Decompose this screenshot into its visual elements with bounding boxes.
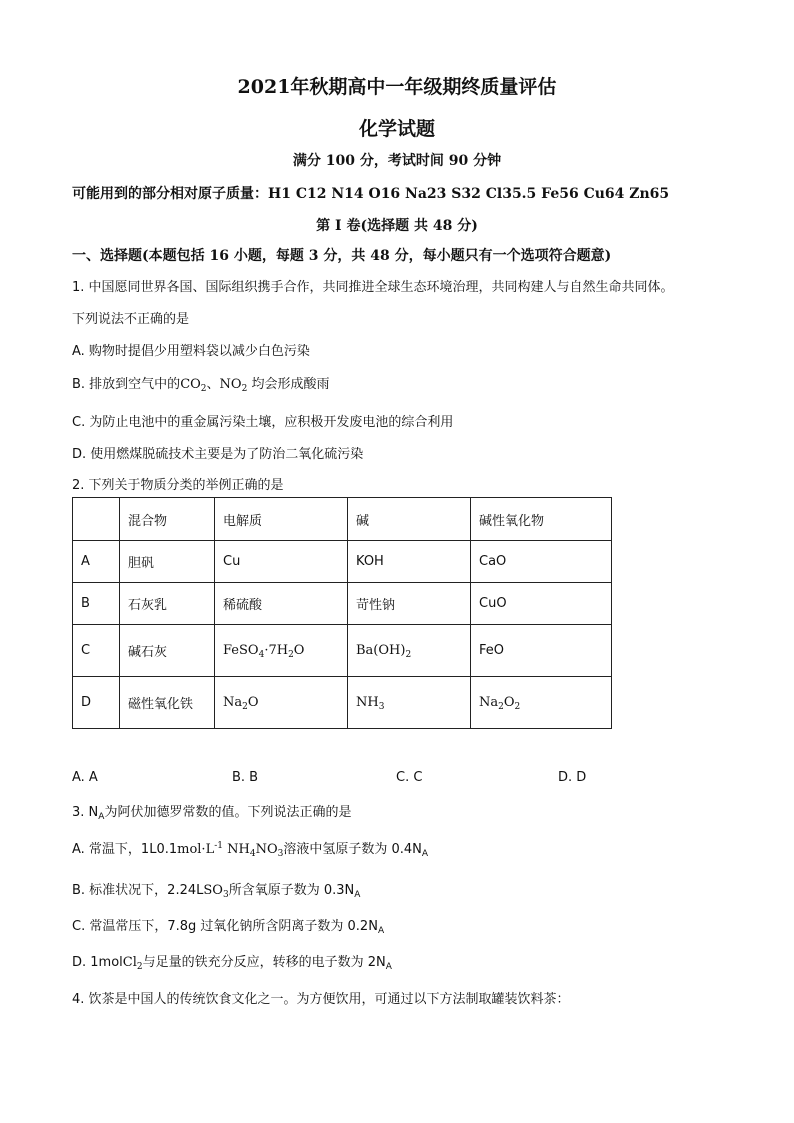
subject-title: 化学试题: [358, 118, 435, 140]
row-label: C: [73, 625, 120, 677]
formula-part: NH: [356, 695, 379, 710]
q3-a-unit-sup: -1: [214, 841, 223, 851]
q1-stem-line1: 1. 中国愿同世界各国、国际组织携手合作，共同推进全球生态环境治理，共同构建人与自然生命共同体。: [72, 280, 674, 295]
q3-d-formula: [123, 955, 143, 970]
q3-option-c: [72, 915, 384, 934]
formula-sub: 2: [242, 702, 248, 712]
q3-stem: [72, 801, 351, 820]
exam-title: 2021年秋期高中一年级期终质量评估: [237, 76, 557, 98]
q1-b-formula2-text: NO: [219, 377, 242, 392]
cell-oxide: CaO: [471, 541, 612, 583]
cell-electrolyte: [215, 677, 348, 729]
q1-b-pre: B. 排放到空气中的: [72, 377, 181, 392]
cell-oxide: [471, 677, 612, 729]
cell-mixture: 胆矾: [120, 541, 215, 583]
q3-b-formula: [203, 883, 228, 898]
cell-electrolyte: 稀硫酸: [215, 583, 348, 625]
table-header-cell: 碱: [348, 498, 471, 541]
table-row: [73, 625, 612, 677]
q3-option-a: [72, 838, 428, 857]
cell-electrolyte: [215, 625, 348, 677]
q3-d-pre: D. 1mol: [72, 955, 123, 970]
q1-option-b: [72, 373, 329, 392]
q3-a-formula2-sub: 3: [277, 849, 284, 859]
q3-b-post: 所含氧原子数为 0.3N: [228, 883, 355, 898]
q2-stem: 2. 下列关于物质分类的举例正确的是: [72, 478, 284, 493]
q3-b-pre: B. 标准状况下，2.24L: [72, 883, 204, 898]
cell-oxide: CuO: [471, 583, 612, 625]
classification-table: [72, 497, 612, 729]
q3-d-post: 与足量的铁充分反应，转移的电子数为 2N: [142, 955, 386, 970]
q3-c-sub: A: [377, 926, 385, 936]
q3-stem-b: 为阿伏加德罗常数的值。下列说法正确的是: [104, 805, 352, 820]
q3-b-post-sub: A: [354, 890, 361, 900]
q2-option-d: D. D: [558, 770, 587, 785]
q3-b-formula-sub: 3: [222, 890, 229, 900]
formula-part: O: [293, 643, 305, 658]
q2-option-a: A. A: [72, 770, 98, 785]
table-header-cell: 混合物: [120, 498, 215, 541]
formula-sub: 2: [288, 650, 294, 660]
atomic-masses: 可能用到的部分相对原子质量：H1 C12 N14 O16 Na23 S32 Cl35.5 Fe56 Cu64 Zn65: [72, 186, 670, 202]
q3-d-formula-text: Cl: [122, 955, 137, 970]
section-title: 一、选择题(本题包括 16 小题，每题 3 分，共 48 分，每小题只有一个选项符合题意): [72, 248, 612, 264]
q1-b-formula1: [180, 377, 206, 392]
q3-a-unit-text: mol·L: [177, 842, 215, 857]
q3-option-b: [72, 879, 360, 898]
table-header-row: [73, 498, 612, 541]
cell-base: 苛性钠: [348, 583, 471, 625]
exam-info: 满分 100 分，考试时间 90 分钟: [292, 153, 502, 169]
q3-a-formula-text: NH: [227, 842, 250, 857]
q1-b-mid: 、: [206, 377, 220, 392]
q3-a-post-sub: A: [421, 849, 429, 859]
cell-base: [348, 625, 471, 677]
formula-part: FeSO: [223, 643, 259, 658]
q2-option-b: B. B: [232, 770, 259, 785]
q3-a-formula: [227, 842, 283, 857]
formula-part: Na: [479, 695, 499, 710]
q3-b-formula-text: SO: [203, 883, 223, 898]
cell-mixture: 磁性氧化铁: [120, 677, 215, 729]
cell-mixture: 石灰乳: [120, 583, 215, 625]
cell-base: [348, 677, 471, 729]
q3-stem-a: 3. N: [72, 805, 99, 820]
q3-a-unit: [177, 842, 223, 857]
cell-mixture: 碱石灰: [120, 625, 215, 677]
row-label: B: [73, 583, 120, 625]
q3-a-post: 溶液中氢原子数为 0.4N: [283, 842, 422, 857]
q1-b-formula2-sub: 2: [241, 384, 248, 394]
q3-option-d: [72, 951, 392, 970]
table-header-cell: [73, 498, 120, 541]
formula-part: Na: [223, 695, 243, 710]
volume-title: 第 I 卷(选择题 共 48 分): [316, 218, 478, 234]
formula-sub: 2: [498, 702, 504, 712]
q3-a-formula2-text: NO: [255, 842, 278, 857]
table-row: [73, 541, 612, 583]
q3-stem-sub: A: [98, 812, 105, 822]
q3-c-text: C. 常温常压下，7.8g 过氧化钠所含阴离子数为 0.2N: [72, 919, 378, 934]
cell-electrolyte: Cu: [215, 541, 348, 583]
row-label: A: [73, 541, 120, 583]
table-row: [73, 583, 612, 625]
table-header-cell: 电解质: [215, 498, 348, 541]
cell-oxide: FeO: [471, 625, 612, 677]
formula-part: O: [503, 695, 515, 710]
q1-option-d: D. 使用燃煤脱硫技术主要是为了防治二氧化硫污染: [72, 447, 364, 462]
q1-b-formula2: [220, 377, 248, 392]
q1-stem-line2: 下列说法不正确的是: [72, 312, 190, 327]
formula-sub: 4: [258, 650, 265, 660]
formula-part: ·7H: [264, 643, 289, 658]
formula-part: Ba(OH): [356, 643, 406, 658]
cell-base: KOH: [348, 541, 471, 583]
q3-a-pre: A. 常温下，1L0.1: [72, 842, 178, 857]
formula-sub: 2: [514, 702, 521, 712]
formula-sub: 2: [405, 650, 412, 660]
table-row: [73, 677, 612, 729]
formula-sub: 3: [378, 702, 385, 712]
q1-option-a: A. 购物时提倡少用塑料袋以减少白色污染: [72, 344, 310, 359]
q1-option-c: C. 为防止电池中的重金属污染土壤，应积极开发废电池的综合利用: [72, 415, 454, 430]
q3-a-formula-sub: 4: [249, 849, 256, 859]
q2-option-c: C. C: [396, 770, 423, 785]
row-label: D: [73, 677, 120, 729]
table-header-cell: 碱性氧化物: [471, 498, 612, 541]
q1-b-formula1-text: CO: [180, 377, 201, 392]
q3-d-post-sub: A: [385, 962, 392, 972]
q1-b-post: 均会形成酸雨: [247, 377, 330, 392]
q4-stem: 4. 饮茶是中国人的传统饮食文化之一。为方便饮用，可通过以下方法制取罐装饮料茶：: [72, 992, 570, 1007]
q3-d-formula-sub: 2: [136, 962, 143, 972]
q1-b-formula1-sub: 2: [200, 384, 207, 394]
formula-part: O: [247, 695, 259, 710]
